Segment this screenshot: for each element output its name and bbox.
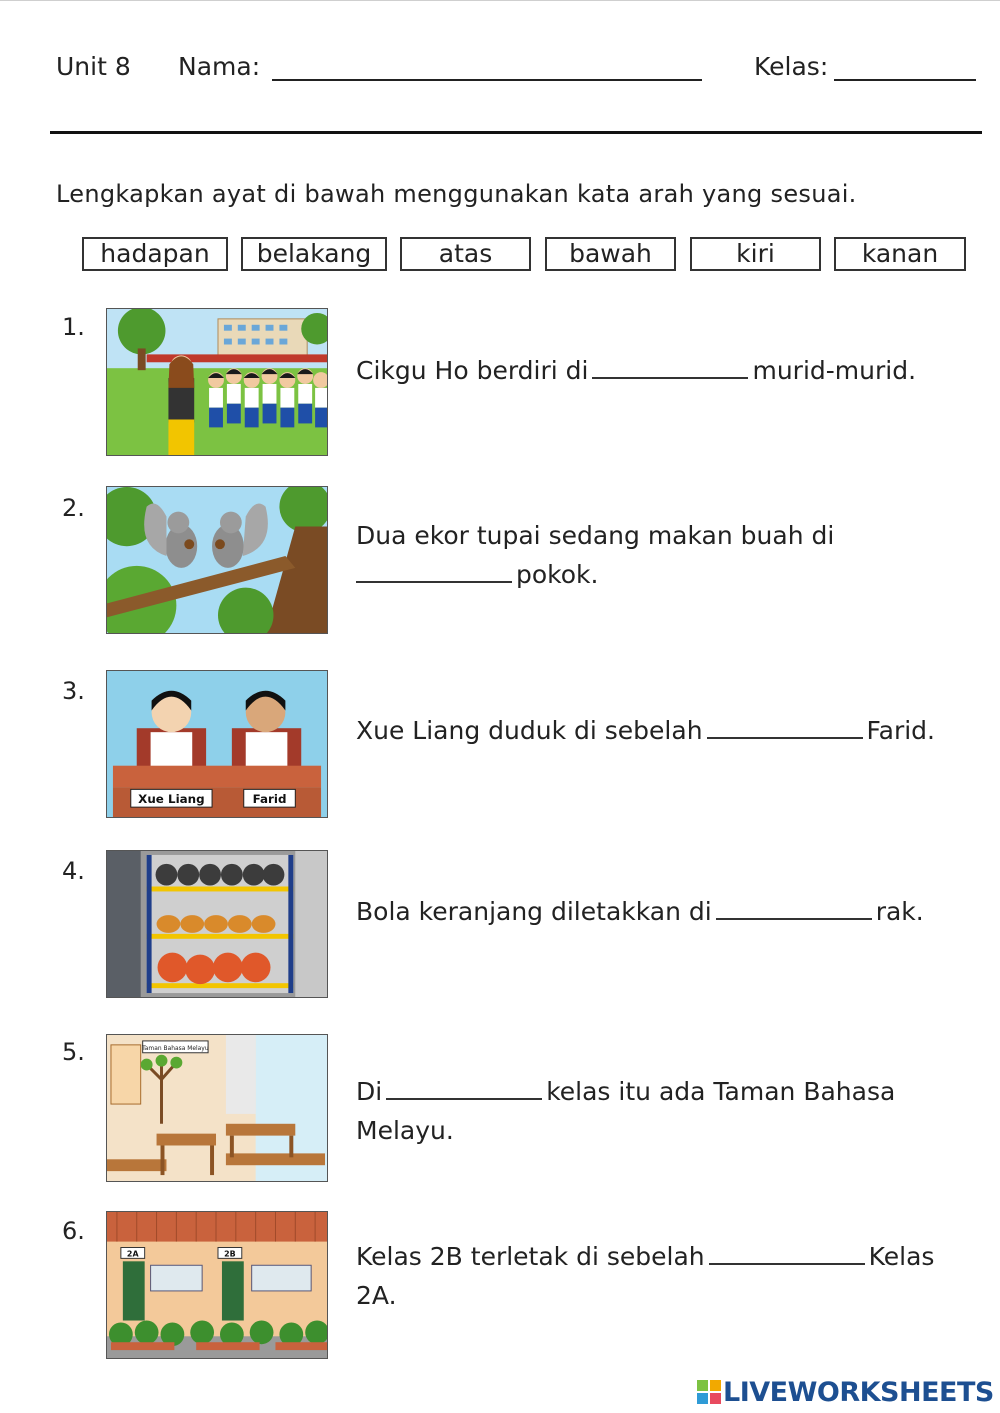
unit-label: Unit 8: [56, 52, 131, 81]
desk-label-left: Xue Liang: [138, 792, 205, 807]
word-option-hadapan[interactable]: hadapan: [82, 237, 228, 271]
question-1-number: 1.: [62, 313, 85, 341]
question-4-sentence: Bola keranjang diletakkan di rak.: [356, 897, 924, 926]
liveworksheets-logo[interactable]: LIVEWORKSHEETS: [697, 1377, 994, 1408]
question-5-number: 5.: [62, 1038, 85, 1066]
question-2-sentence-line2: pokok.: [356, 560, 598, 589]
word-option-atas[interactable]: atas: [400, 237, 531, 271]
question-1-image: [106, 308, 328, 456]
answer-blank-5[interactable]: [386, 1078, 542, 1100]
answer-blank-2[interactable]: [356, 561, 512, 583]
question-2-image: [106, 486, 328, 634]
name-label: Nama:: [178, 52, 261, 81]
answer-blank-3[interactable]: [707, 717, 863, 739]
question-6-sentence-line2: 2A.: [356, 1281, 397, 1310]
question-3-number: 3.: [62, 677, 85, 705]
question-6-number: 6.: [62, 1217, 85, 1245]
name-field[interactable]: [272, 79, 702, 81]
question-3-image: [106, 670, 328, 818]
question-6-sentence: Kelas 2B terletak di sebelah Kelas: [356, 1242, 935, 1271]
top-border: [0, 0, 1000, 1]
answer-blank-6[interactable]: [709, 1243, 865, 1265]
liveworksheets-icon: [697, 1380, 721, 1404]
question-2-sentence: Dua ekor tupai sedang makan buah di: [356, 521, 835, 550]
door-label-left: 2A: [126, 1249, 139, 1259]
word-option-bawah[interactable]: bawah: [545, 237, 676, 271]
word-option-belakang[interactable]: belakang: [241, 237, 387, 271]
header-divider: [50, 131, 982, 134]
question-1-sentence: Cikgu Ho berdiri di murid-murid.: [356, 356, 917, 385]
word-option-kanan[interactable]: kanan: [834, 237, 966, 271]
question-5-sentence-line2: Melayu.: [356, 1116, 454, 1145]
question-4-number: 4.: [62, 857, 85, 885]
word-option-kiri[interactable]: kiri: [690, 237, 821, 271]
garden-sign: Taman Bahasa Melayu: [142, 1044, 209, 1052]
question-5-image: [106, 1034, 328, 1182]
question-2-number: 2.: [62, 494, 85, 522]
question-6-image: [106, 1211, 328, 1359]
door-label-right: 2B: [224, 1249, 236, 1259]
answer-blank-1[interactable]: [592, 357, 748, 379]
question-5-sentence: Di kelas itu ada Taman Bahasa: [356, 1077, 896, 1106]
class-label: Kelas:: [754, 52, 829, 81]
answer-blank-4[interactable]: [716, 898, 872, 920]
desk-label-right: Farid: [252, 792, 287, 807]
class-field[interactable]: [834, 79, 976, 81]
question-3-sentence: Xue Liang duduk di sebelah Farid.: [356, 716, 935, 745]
instruction-text: Lengkapkan ayat di bawah menggunakan kata arah yang sesuai.: [56, 180, 857, 208]
question-4-image: [106, 850, 328, 998]
